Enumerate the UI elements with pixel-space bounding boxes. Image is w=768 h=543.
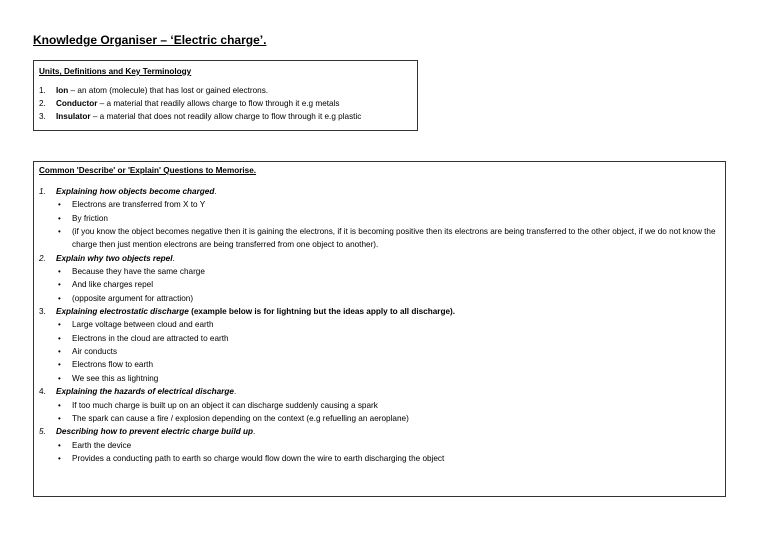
questions-box [33,161,726,497]
bullet-icon: • [58,213,61,223]
bullet-text: Because they have the same charge [72,267,205,277]
question-suffix: . [172,253,175,263]
definition-text: – a material that does not readily allow charge to flow through it e.g plastic [90,112,362,122]
bullet-text: Electrons flow to earth [72,360,154,370]
question-number: 2. [39,253,46,263]
question-suffix: . [214,187,217,196]
question-suffix: . [233,387,237,397]
question-suffix: . [253,427,256,437]
definition-text: – an atom (molecule) that has lost or gained electrons. [68,86,269,95]
bullet-text: Provides a conducting path to earth so charge would flow down the wire to earth discharging the object [72,453,445,463]
bullet-item [39,439,717,452]
definition-number: 2. [39,99,46,109]
question-suffix: . [452,307,456,317]
bullet-icon: • [58,333,61,343]
definition-item [39,84,412,97]
bullet-text: Electrons in the cloud are attracted to earth [72,333,229,343]
bullet-text: The spark can cause a fire / explosion depending on the context (e.g refuelling an aeroplane) [72,413,409,423]
bullet-icon: • [58,453,61,463]
bullet-icon: • [58,320,61,330]
bullet-text: Air conducts [72,347,118,357]
units-box-heading: Units, Definitions and Key Terminology [39,67,192,76]
definition-text: – a material that readily allows charge to flow through it e.g metals [97,99,340,109]
definition-term: Conductor [56,99,98,109]
units-definitions-box [33,60,418,131]
bullet-icon: • [58,413,61,423]
question-number: 1. [39,187,46,196]
definition-item [39,110,412,123]
bullet-item [39,345,717,358]
bullet-item [39,372,717,385]
bullet-text: We see this as lightning [72,373,159,383]
definition-term: Ion [56,86,69,95]
bullet-icon: • [58,360,61,370]
bullet-item [39,278,717,291]
bullet-item [39,212,717,225]
question-item [39,185,717,198]
question-number: 4. [39,387,46,397]
bullet-icon: • [58,440,61,450]
definitions-list [39,84,412,124]
bullet-item [39,452,717,465]
bullet-item [39,292,717,305]
question-item [39,252,717,265]
question-title: Explain why two objects repel [56,253,173,263]
question-title: Explaining the hazards of electrical discharge [56,387,234,397]
bullet-text: Large voltage between cloud and earth [72,320,214,330]
bullet-icon: • [58,400,61,410]
question-number: 5. [39,427,46,437]
question-item [39,425,717,438]
definition-term: Insulator [56,112,91,122]
bullet-text: (if you know the object becomes negative then it is gaining the electrons, if it is becoming positive then its electrons are being transferred to the other object, if we do not know the charge then just mention electrons are being transferred from one object to another). [72,227,716,250]
definition-number: 3. [39,112,46,122]
question-item [39,385,717,398]
question-note: (example below is for lightning but the ideas apply to all discharge) [188,307,453,317]
questions-box-heading: Common 'Describe' or 'Explain' Questions to Memorise. [39,166,257,175]
bullet-item [39,412,717,425]
bullet-text: Electrons are transferred from X to Y [72,200,206,210]
bullet-item [39,318,717,331]
page-title: Knowledge Organiser – ‘Electric charge’. [33,33,267,47]
definition-item [39,97,412,110]
bullet-icon: • [58,200,61,210]
bullet-item [39,358,717,371]
bullet-text: Earth the device [72,440,132,450]
bullet-icon: • [58,267,61,277]
bullet-item [39,332,717,345]
bullet-icon: • [58,373,61,383]
question-title: Explaining electrostatic discharge [56,307,189,317]
bullet-item [39,399,717,412]
questions-list [39,185,717,465]
definition-number: 1. [39,86,46,95]
bullet-item [39,198,717,211]
question-item [39,305,717,318]
bullet-text: And like charges repel [72,280,154,290]
bullet-icon: • [58,347,61,357]
bullet-item [39,265,717,278]
question-title: Describing how to prevent electric charge build up [56,427,253,437]
question-number: 3. [39,307,46,317]
question-title: Explaining how objects become charged [56,187,215,196]
bullet-icon: • [58,280,61,290]
bullet-icon: • [58,293,61,303]
bullet-icon: • [58,227,61,237]
bullet-text: (opposite argument for attraction) [72,293,194,303]
bullet-text: By friction [72,213,108,223]
bullet-item [39,225,717,252]
bullet-text: If too much charge is built up on an object it can discharge suddenly causing a spark [72,400,378,410]
